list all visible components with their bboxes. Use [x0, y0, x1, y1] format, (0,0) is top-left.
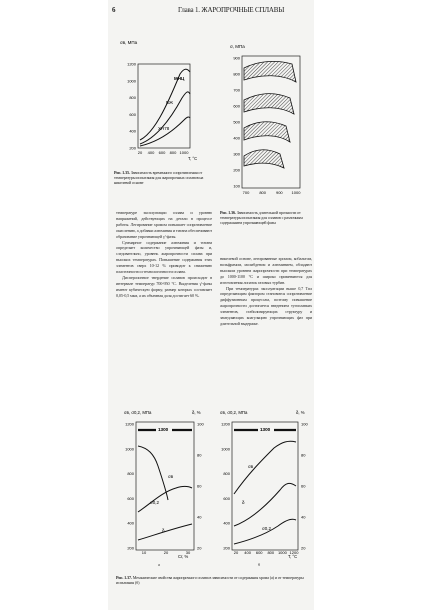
fig4-y-right-label: δ, % [296, 410, 305, 415]
text-column-left [116, 210, 212, 400]
paragraph-text: Дисперсионное твердение сплавов происходит в интервале температур 700-950 °С. Выделения γ'-фазы имеют кубическую форму, размер которых составляет 0,05-0,5 мкм, а их объемная доля достигает 60 %. [116, 274, 212, 298]
tick-label: 200 [129, 145, 136, 151]
fig2-y-label: σ, МПа [230, 44, 245, 49]
tick-label: 800 [127, 471, 134, 477]
fig1-curve-label-3: ХН78 [158, 126, 170, 131]
fig1-x-ticks [138, 150, 189, 155]
fig3-curve-label-1300: 1300 [158, 427, 169, 432]
tick-label: 400 [127, 520, 134, 526]
fig3-curve-label-delta: δ [162, 528, 165, 533]
tick-label: 200 [127, 545, 134, 551]
tick-label: 100 [197, 421, 204, 427]
tick-label: 400 [223, 520, 230, 526]
fig3-curve-delta [138, 524, 192, 540]
fig3-panel-label [158, 562, 168, 568]
page-number: 6 [112, 6, 116, 14]
tick-label: 400 [129, 128, 136, 134]
tick-label: 20 [163, 550, 169, 555]
fig1-caption [114, 170, 206, 194]
tick-label: 1200 [125, 421, 134, 427]
tick-label: 1200 [127, 61, 136, 67]
tick-label: 1000 [277, 550, 287, 555]
tick-label: 20 [197, 545, 202, 551]
running-head: Глава 1. ЖАРОПРОЧНЫЕ СПЛАВЫ [178, 6, 285, 14]
fig1-x-label: T, °C [188, 156, 198, 161]
fig3-y-right-ticks [197, 422, 204, 551]
paragraph [116, 275, 212, 299]
figure-properties-vs-chromium [118, 408, 208, 560]
fig2-x-ticks [243, 190, 302, 195]
figure-properties-vs-temperature [214, 408, 312, 560]
bottom-caption-text: Механические свойства жаропрочного сплава в зависимости от содержания хрома (а) и от температуры испытания (б) [116, 575, 304, 585]
tick-label: 800 [233, 71, 240, 77]
fig4-curve-sigma-02 [234, 519, 296, 544]
tick-label: 100 [301, 421, 308, 427]
tick-label: 10 [141, 550, 147, 555]
fig1-caption-text: Зависимость временного сопротивления от температуры испытания для жаропрочных сплавов на никелевой основе [114, 170, 204, 185]
fig1-curve-3 [140, 117, 190, 146]
tick-label: 1200 [221, 421, 230, 427]
tick-label: 700 [242, 190, 250, 195]
fig1-curve-label-1: МНЦ [174, 76, 185, 81]
tick-label: 80 [301, 452, 306, 458]
tick-label: 600 [127, 495, 134, 501]
fig3-y-ticks [125, 422, 135, 551]
fig2-plot [220, 42, 310, 197]
fig1-plot [114, 38, 206, 168]
fig3-curve-label-sigma-b: σв [168, 474, 174, 479]
bottom-caption [116, 575, 312, 589]
paragraph [220, 286, 312, 327]
tick-label: 20 [301, 545, 306, 551]
tick-label: 60 [301, 483, 306, 489]
tick-label: 40 [301, 514, 306, 520]
tick-label: 400 [233, 135, 240, 141]
tick-label: 200 [223, 545, 230, 551]
fig4-x-label: T, °C [288, 554, 298, 559]
fig4-curve-label-1300: 1300 [260, 427, 271, 432]
tick-label: 200 [233, 167, 240, 173]
tick-label: 100 [233, 183, 240, 189]
text-column-right [220, 256, 312, 380]
paragraph [116, 240, 212, 275]
paragraph: никелевой основе, легированные хромом, кобальтом, вольфрамом, молибденом и алюминием, обладают высоким уровнем жаропрочности при температурах до 1000-1100 °С и широко применяются для изготовления лопаток газовых турбин. [220, 256, 312, 285]
tick-label: 30 [185, 550, 191, 555]
tick-label: 800 [223, 471, 230, 477]
bottom-caption-number: Рис. 1.37. [116, 575, 132, 580]
tick-label: 1000 [221, 446, 230, 452]
fig4-curve-sigma-b [234, 441, 296, 494]
tick-label: 600 [158, 150, 166, 155]
tick-label: 40 [197, 514, 202, 520]
fig3-y-right-label: δ, % [192, 410, 201, 415]
tick-label: 1000 [291, 190, 301, 195]
tick-label: 1000 [125, 446, 134, 452]
tick-label: 800 [267, 550, 275, 555]
fig4-plot [214, 408, 312, 560]
tick-label: 600 [223, 495, 230, 501]
fig4-y-right-ticks [301, 422, 308, 551]
figure-long-term-strength [220, 42, 310, 197]
fig3-curve-label-sigma-02: σ0,2 [150, 500, 160, 505]
fig2-caption-text: Зависимость длительной прочности от температуры испытания для сплавов с различным содержанием упрочняющей фазы [220, 210, 303, 225]
fig3-curve-sigma-02 [138, 487, 192, 513]
fig1-curve-2 [140, 92, 190, 144]
fig4-panel-label [258, 562, 268, 568]
tick-label: 800 [129, 95, 136, 101]
fig2-band-3 [244, 122, 290, 142]
tick-label: 700 [233, 87, 240, 93]
fig2-caption-number: Рис. 1.36. [220, 210, 236, 215]
fig4-curve-label-sigma-02: σ0,2 [262, 526, 272, 531]
fig2-y-ticks [233, 56, 240, 189]
tick-label: 1000 [179, 150, 189, 155]
tick-label: 400 [147, 150, 155, 155]
tick-label: 60 [197, 483, 202, 489]
scanned-book-page [108, 0, 314, 610]
fig4-curve-label-delta: δ [242, 500, 245, 505]
tick-label: 1000 [127, 78, 136, 84]
tick-label: 1200 [289, 550, 299, 555]
figure-strength-vs-temperature [114, 38, 206, 168]
fig4-y-label: σв, σ0,2, МПа [220, 410, 248, 415]
fig3-plot [118, 408, 208, 560]
fig4-curve-label-sigma-b: σв [248, 464, 254, 469]
fig4-y-ticks [221, 422, 231, 551]
fig2-band-2 [244, 94, 294, 114]
tick-label: 900 [275, 190, 283, 195]
tick-label: 800 [259, 190, 267, 195]
tick-label: 20 [137, 150, 143, 155]
page-header [112, 4, 310, 17]
tick-label: 600 [233, 103, 240, 109]
fig2-band-1 [244, 61, 296, 82]
fig3-x-label: Cr, % [178, 554, 189, 559]
fig3-panel-letter: а [158, 562, 160, 567]
tick-label: 600 [129, 111, 136, 117]
tick-label: 20 [233, 550, 239, 555]
paragraph: температуре эксплуатации сплава и уровню напряжений, действующих на детали в процессе работы. Легирование хромом повышает сопротивление окислению, а добавки алюминия и титана обеспечивают образование упрочняющей γ'-фазы. [116, 210, 212, 239]
tick-label: 300 [233, 151, 240, 157]
tick-label: 900 [233, 55, 240, 61]
fig4-panel-letter: б [258, 562, 260, 567]
fig1-y-ticks [127, 62, 137, 151]
tick-label: 800 [169, 150, 177, 155]
fig3-curve-sigma-b [138, 446, 168, 500]
tick-label: 400 [244, 550, 251, 555]
fig2-band-4 [244, 150, 284, 168]
tick-label: 80 [197, 452, 202, 458]
fig1-caption-number: Рис. 1.35. [114, 170, 130, 175]
tick-label: 600 [255, 550, 263, 555]
paragraph-text: При температурах эксплуатации выше 0,7 Тпл определяющим фактором становится сопротивление диффузионным процессам, поэтому повышение жаропрочности достигается введением тугоплавких элементов, стабилизирующих структуру и замедляющих коагуляцию упрочняющих фаз при длительной выдержке. [220, 285, 312, 326]
fig1-y-label: σв, МПа [120, 40, 138, 45]
fig1-curve-label-2: ВЖ [166, 100, 174, 105]
fig2-caption [220, 210, 312, 232]
fig3-y-label: σв, σ0,2, МПа [124, 410, 152, 415]
paragraph-text: Суммарное содержание алюминия и титана определяет количество упрочняющей фазы и, следовательно, уровень жаропрочности сплава при высоких температурах. Повышение содержания этих элементов сверх 10-12 % приводит к снижению пластичности и технологичности сплава. [116, 239, 212, 275]
tick-label: 500 [233, 119, 240, 125]
